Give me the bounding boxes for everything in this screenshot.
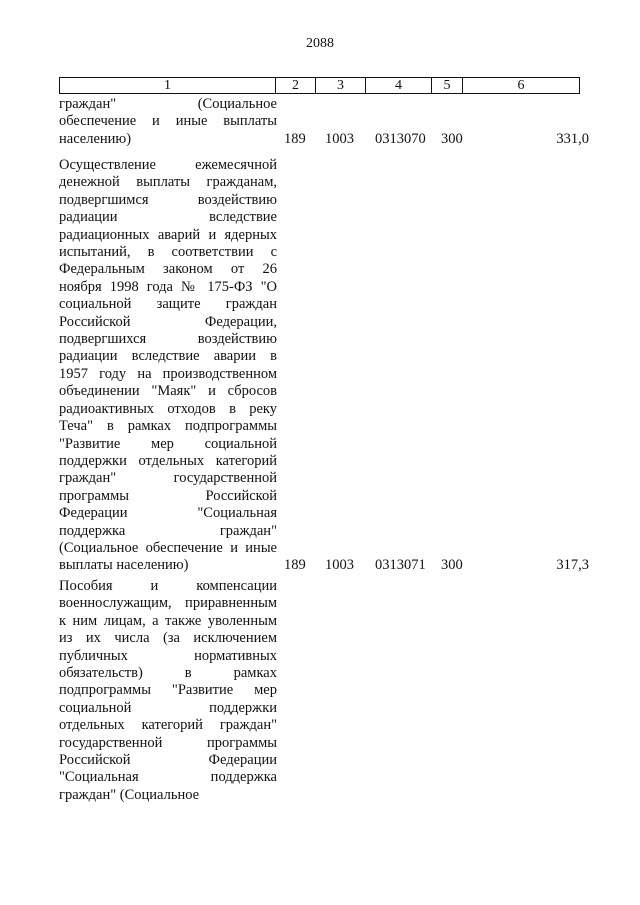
description-line: ноября 1998 года № 175-ФЗ "О: [59, 278, 277, 295]
description-line: подвергшихся воздействию: [59, 331, 277, 348]
row-description: [59, 96, 277, 148]
description-line: 1957 году на производственном: [59, 365, 277, 382]
description-line: к ним лицам, а также уволенным: [59, 612, 277, 629]
description-line: радиации вследствие аварии в: [59, 348, 277, 365]
table-row: [59, 157, 589, 577]
page-number: 2088: [306, 36, 334, 51]
description-line: публичных нормативных: [59, 647, 277, 664]
description-line: граждан" государственной: [59, 470, 277, 487]
header-col-6: 6: [463, 78, 580, 94]
description-line: испытаний, в соответствии с: [59, 244, 277, 261]
description-line: Российской Федерации: [59, 752, 277, 769]
section-code: 1003: [325, 557, 354, 574]
description-line: объединении "Маяк" и сбросов: [59, 383, 277, 400]
table-row: [59, 578, 589, 808]
ministry-code: 189: [284, 557, 306, 574]
table-row: [59, 96, 589, 156]
description-line: социальной поддержки: [59, 699, 277, 716]
description-line: из их числа (за исключением: [59, 630, 277, 647]
sum-value: 317,3: [556, 557, 589, 574]
header-col-2: 2: [276, 78, 316, 94]
description-line: радиационных аварий и ядерных: [59, 226, 277, 243]
expense-type-code: 300: [441, 557, 463, 574]
description-line: "Развитие мер социальной: [59, 435, 277, 452]
description-line: поддержка граждан": [59, 522, 277, 539]
description-line: подвергшимся воздействию: [59, 191, 277, 208]
description-line: Федеральным законом от 26: [59, 261, 277, 278]
description-line: населению): [59, 130, 132, 147]
description-line: граждан" (Социальное: [59, 96, 277, 112]
description-line: денежной выплаты гражданам,: [59, 174, 277, 191]
section-code: 1003: [325, 130, 354, 147]
description-line: "Социальная поддержка: [59, 769, 277, 786]
description-line: Осуществление ежемесячной: [59, 157, 277, 173]
header-col-3: 3: [316, 78, 366, 94]
description-line: обеспечение и иные выплаты: [59, 113, 277, 130]
description-line: Теча" в рамках подпрограммы: [59, 418, 277, 435]
target-article-code: 0313071: [375, 557, 426, 574]
header-col-5: 5: [432, 78, 463, 94]
description-line: обязательств) в рамках: [59, 665, 277, 682]
description-line: радиации вследствие: [59, 209, 277, 226]
description-line: Пособия и компенсации: [59, 578, 277, 594]
description-line: военнослужащим, приравненным: [59, 595, 277, 612]
table-header: [59, 77, 580, 94]
description-line: выплаты населению): [59, 557, 189, 574]
description-line: поддержки отдельных категорий: [59, 452, 277, 469]
row-description: [59, 578, 277, 804]
header-col-1: 1: [60, 78, 276, 94]
description-line: радиоактивных отходов в реку: [59, 400, 277, 417]
description-line: Российской Федерации,: [59, 313, 277, 330]
sum-value: 331,0: [556, 130, 589, 147]
header-col-4: 4: [366, 78, 432, 94]
description-line: социальной защите граждан: [59, 296, 277, 313]
description-line: программы Российской: [59, 487, 277, 504]
description-line: государственной программы: [59, 734, 277, 751]
target-article-code: 0313070: [375, 130, 426, 147]
description-line: отдельных категорий граждан": [59, 717, 277, 734]
description-line: (Социальное обеспечение и иные: [59, 539, 277, 556]
expense-type-code: 300: [441, 130, 463, 147]
row-description: [59, 157, 277, 575]
description-line: подпрограммы "Развитие мер: [59, 682, 277, 699]
ministry-code: 189: [284, 130, 306, 147]
description-line: граждан" (Социальное: [59, 786, 200, 803]
description-line: Федерации "Социальная: [59, 505, 277, 522]
